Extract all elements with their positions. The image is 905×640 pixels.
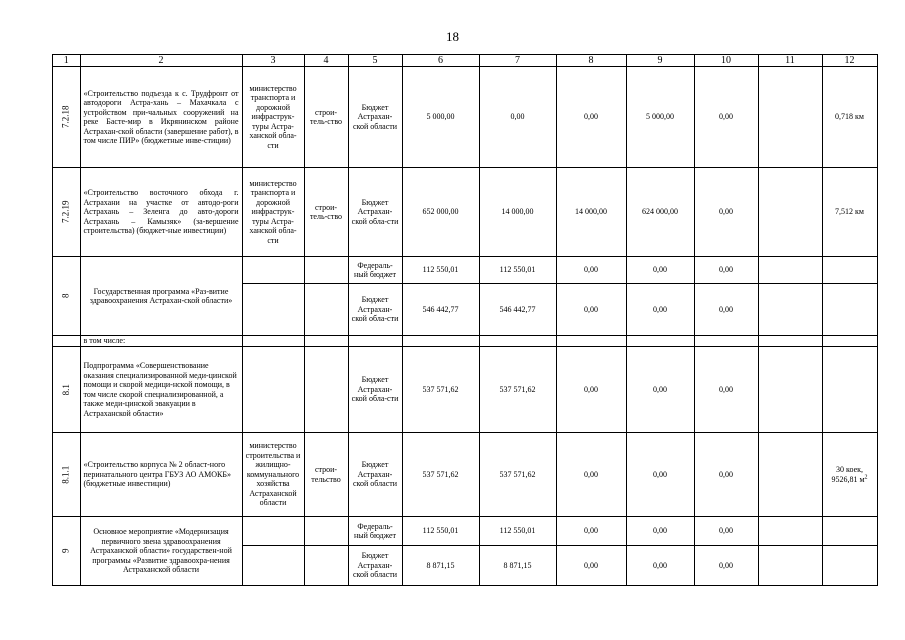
executor (242, 517, 304, 546)
value-cell: 0,00 (694, 546, 758, 586)
executor (242, 546, 304, 586)
value-cell: 8 871,15 (479, 546, 556, 586)
col-header: 10 (694, 55, 758, 67)
row-id (53, 336, 81, 347)
value-cell: 537 571,62 (402, 433, 479, 517)
executor (242, 284, 304, 336)
value-cell: 0,00 (694, 284, 758, 336)
result-line: 30 коек, (835, 465, 863, 474)
funding-source: Бюджет Астрахан-ской обла-сти (348, 284, 402, 336)
item-name: «Строительство корпуса № 2 област-ного перинатального центра ГБУЗ АО АМОКБ» (бюджетные инвестиции) (80, 433, 242, 517)
col-header: 5 (348, 55, 402, 67)
table-row (53, 433, 878, 517)
value-cell: 112 550,01 (479, 257, 556, 284)
value-cell: 0,00 (694, 168, 758, 257)
value-cell: 537 571,62 (402, 347, 479, 433)
row-id: 7.2.18 (53, 67, 81, 168)
value-cell: 112 550,01 (402, 517, 479, 546)
col-header: 11 (758, 55, 822, 67)
value-cell: 537 571,62 (479, 347, 556, 433)
value-cell: 0,00 (694, 433, 758, 517)
result-cell (822, 284, 877, 336)
col-header: 8 (556, 55, 626, 67)
col-header: 3 (242, 55, 304, 67)
result-cell (822, 517, 877, 546)
work-type (304, 546, 348, 586)
value-cell: 14 000,00 (556, 168, 626, 257)
item-name: Основное мероприятие «Модернизация первичного звена здравоохранения Астраханской области» государствен-ной программы «Развитие здравоохра-нения Астраханской области (80, 517, 242, 586)
value-cell: 5 000,00 (402, 67, 479, 168)
funding-source: Бюджет Астрахан-ской области (348, 546, 402, 586)
value-cell: 0,00 (556, 284, 626, 336)
table-row (53, 168, 878, 257)
value-cell: 0,00 (626, 284, 694, 336)
work-type: строи-тель-ство (304, 168, 348, 257)
col-header: 12 (822, 55, 877, 67)
including-label: в том числе: (80, 336, 242, 347)
work-type: строи-тель-ство (304, 67, 348, 168)
funding-source: Федераль-ный бюджет (348, 257, 402, 284)
result-cell (822, 347, 877, 433)
value-cell (758, 168, 822, 257)
value-cell: 5 000,00 (626, 67, 694, 168)
result-cell: 0,718 км (822, 67, 877, 168)
value-cell: 537 571,62 (479, 433, 556, 517)
item-name: «Строительство подъезда к с. Трудфронт от автодороги Астра-хань – Махачкала с устройством при-чальных сооружений на реке Басте-мир в Икрянинском районе Астрахан-ской области (завершение работ), в том числе ПИР» (бюджетные инве-стиции) (80, 67, 242, 168)
col-header: 4 (304, 55, 348, 67)
value-cell: 0,00 (694, 347, 758, 433)
row-id: 8 (53, 257, 81, 336)
work-type (304, 284, 348, 336)
value-cell: 0,00 (626, 257, 694, 284)
value-cell: 0,00 (694, 257, 758, 284)
value-cell (758, 347, 822, 433)
unit-superscript: 2 (864, 473, 868, 480)
row-id: 7.2.19 (53, 168, 81, 257)
row-id: 9 (53, 517, 81, 586)
work-type (304, 517, 348, 546)
value-cell: 0,00 (556, 517, 626, 546)
executor: министерство транспорта и дорожной инфраструк-туры Астра-ханской обла-сти (242, 168, 304, 257)
item-name: Подпрограмма «Совершенствование оказания специализированной меди-цинской помощи и скорой медици-нской помощи, в том числе скорой специализированной, а также меди-цинской эвакуации в Астраханской области» (80, 347, 242, 433)
header-row (53, 55, 878, 67)
value-cell: 546 442,77 (402, 284, 479, 336)
value-cell: 0,00 (626, 347, 694, 433)
value-cell (758, 546, 822, 586)
value-cell: 652 000,00 (402, 168, 479, 257)
value-cell (758, 284, 822, 336)
result-line: 9526,81 м (831, 474, 865, 484)
table-row (53, 347, 878, 433)
col-header: 6 (402, 55, 479, 67)
table-row (53, 257, 878, 284)
col-header: 1 (53, 55, 81, 67)
funding-source: Федераль-ный бюджет (348, 517, 402, 546)
value-cell: 0,00 (626, 433, 694, 517)
value-cell: 0,00 (694, 67, 758, 168)
value-cell: 0,00 (694, 517, 758, 546)
funding-source: Бюджет Астрахан-ской обла-сти (348, 347, 402, 433)
result-cell (822, 433, 877, 517)
funding-source: Бюджет Астрахан-ской области (348, 433, 402, 517)
table-row (53, 517, 878, 546)
value-cell: 112 550,01 (479, 517, 556, 546)
value-cell: 546 442,77 (479, 284, 556, 336)
value-cell: 14 000,00 (479, 168, 556, 257)
result-cell (822, 257, 877, 284)
value-cell: 0,00 (556, 546, 626, 586)
program-table (52, 54, 878, 586)
executor (242, 347, 304, 433)
value-cell (758, 517, 822, 546)
value-cell: 624 000,00 (626, 168, 694, 257)
value-cell: 8 871,15 (402, 546, 479, 586)
value-cell: 0,00 (626, 546, 694, 586)
value-cell: 0,00 (479, 67, 556, 168)
value-cell: 0,00 (556, 257, 626, 284)
work-type (304, 257, 348, 284)
executor: министерство транспорта и дорожной инфраструк-туры Астра-ханской обла-сти (242, 67, 304, 168)
executor (242, 257, 304, 284)
row-id: 8.1 (53, 347, 81, 433)
col-header: 9 (626, 55, 694, 67)
col-header: 2 (80, 55, 242, 67)
row-id: 8.1.1 (53, 433, 81, 517)
value-cell (758, 433, 822, 517)
work-type (304, 347, 348, 433)
value-cell: 0,00 (556, 347, 626, 433)
item-name: «Строительство восточного обхода г. Астрахани на участке от автодо-роги Астрахань – Зеленга до авто-дороги Астрахань – Камызяк» (за-вершение строительства) (бюджет-ные инвестиции) (80, 168, 242, 257)
col-header: 7 (479, 55, 556, 67)
work-type: строи-тельство (304, 433, 348, 517)
value-cell (758, 257, 822, 284)
value-cell: 0,00 (556, 67, 626, 168)
result-cell (822, 546, 877, 586)
value-cell: 112 550,01 (402, 257, 479, 284)
table-row (53, 336, 878, 347)
value-cell: 0,00 (556, 433, 626, 517)
page-number: 18 (446, 29, 459, 44)
funding-source: Бюджет Астрахан-ской области (348, 67, 402, 168)
table-row (53, 67, 878, 168)
item-name: Государственная программа «Раз-витие здравоохранения Астрахан-ской области» (80, 257, 242, 336)
value-cell (758, 67, 822, 168)
executor: министерство строительства и жилищно-коммунального хозяйства Астраханской области (242, 433, 304, 517)
value-cell: 0,00 (626, 517, 694, 546)
result-cell: 7,512 км (822, 168, 877, 257)
funding-source: Бюджет Астрахан-ской обла-сти (348, 168, 402, 257)
